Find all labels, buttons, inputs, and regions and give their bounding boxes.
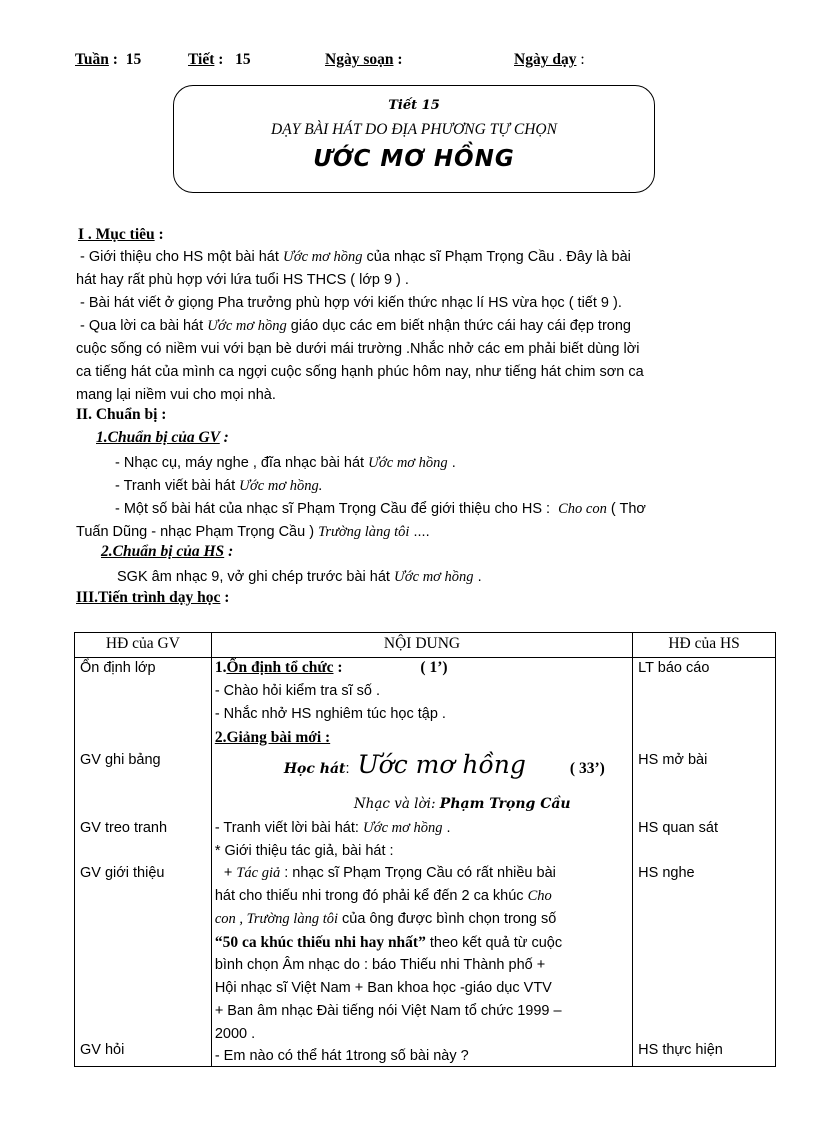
header-hs: HĐ của HS — [633, 633, 776, 658]
header-noi-dung: NỘI DUNG — [211, 633, 632, 658]
tuan-value: 15 — [125, 51, 142, 68]
hs-cell-5: HS thực hiện — [638, 1042, 723, 1058]
objective-line-2: hát hay rất phù hợp với lứa tuổi HS THCS ( lớp 9 ) . — [76, 272, 409, 288]
on-dinh-time: ( 1’) — [420, 659, 448, 676]
ngay-soan-label: Ngày soạn — [325, 51, 394, 68]
gv-column — [75, 658, 212, 1067]
section-3-heading: III.Tiến trình dạy học : — [76, 589, 230, 606]
tac-gia-line-5: bình chọn Âm nhạc do : báo Thiếu nhi Thành phố + — [214, 957, 546, 973]
table-row — [75, 658, 776, 1067]
table-header-row — [75, 633, 776, 658]
gv-cell-1: Ổn định lớp — [80, 660, 156, 676]
gv-cell-4: GV giới thiệu — [80, 865, 165, 881]
tac-gia-line-7: + Ban âm nhạc Đài tiếng nói Việt Nam tổ chức 1999 – — [214, 1003, 562, 1019]
gv-prep-2: - Tranh viết bài hát Ước mơ hồng. — [115, 478, 323, 494]
header-ngay-day: Ngày dạy : — [514, 51, 585, 68]
header-gv: HĐ của GV — [75, 633, 212, 658]
gv-cell-3: GV treo tranh — [80, 820, 168, 836]
song-title: ƯỚC MƠ HỒNG — [313, 146, 515, 172]
on-dinh-2: - Nhắc nhở HS nghiêm túc học tập . — [214, 706, 446, 722]
gv-prep-1: - Nhạc cụ, máy nghe , đĩa nhạc bài hát Ước mơ hồng . — [115, 455, 456, 471]
header-tuan: Tuần : 15 — [75, 51, 142, 68]
hoc-hat-line: Học hát: Ước mơ hồng ( 33’) — [283, 750, 605, 779]
on-dinh-heading: 1.Ổn định tổ chức : ( 1’) — [214, 659, 448, 676]
objective-line-4: - Qua lời ca bài hát Ước mơ hồng giáo dục các em biết nhận thức cái hay cái đẹp trong — [80, 318, 631, 334]
gv-prep-3: - Một số bài hát của nhạc sĩ Phạm Trọng Cầu để giới thiệu cho HS : Cho con ( Thơ — [115, 501, 646, 517]
gv-cell-2: GV ghi bảng — [80, 752, 161, 768]
lesson-subtitle: DẠY BÀI HÁT DO ĐỊA PHƯƠNG TỰ CHỌN — [271, 121, 557, 138]
gv-prep-4: Tuấn Dũng - nhạc Phạm Trọng Cầu ) Trường làng tôi .... — [76, 524, 430, 540]
tac-gia-line-4: “50 ca khúc thiếu nhi hay nhất” theo kết quả từ cuộc — [214, 934, 563, 951]
objective-line-1: - Giới thiệu cho HS một bài hát Ước mơ hồng của nhạc sĩ Phạm Trọng Cầu . Đây là bài — [80, 249, 631, 265]
objective-line-7: mang lại niềm vui cho mọi nhà. — [76, 387, 276, 403]
tac-gia-line-6: Hội nhạc sĩ Việt Nam + Ban khoa học -giáo dục VTV — [214, 980, 552, 996]
hs-prep-1: SGK âm nhạc 9, vở ghi chép trước bài hát Ước mơ hồng . — [117, 569, 482, 585]
tac-gia-line-1: + Tác giả : nhạc sĩ Phạm Trọng Cầu có rất nhiều bài — [223, 865, 556, 881]
lesson-number: Tiết 15 — [388, 98, 440, 113]
lesson-table — [74, 632, 776, 1067]
title-box — [173, 85, 655, 193]
hoc-hat-song: Ước mơ hồng — [357, 750, 526, 779]
gioi-thieu-line: * Giới thiệu tác giả, bài hát : — [214, 843, 394, 859]
tuan-label: Tuần — [75, 51, 109, 68]
hoc-hat-time: ( 33’) — [569, 760, 605, 777]
hoc-hat-label: Học hát — [283, 761, 346, 777]
hs-cell-1: LT báo cáo — [638, 660, 710, 676]
tac-gia-line: Nhạc và lời: Phạm Trọng Cầu — [353, 796, 571, 812]
tiet-label: Tiết — [188, 51, 215, 68]
on-dinh-1: - Chào hỏi kiểm tra sĩ số . — [214, 683, 381, 699]
tac-gia-line-3: con , Trường làng tôi của ông được bình chọn trong số — [214, 911, 557, 927]
section-1-heading: I . Mục tiêu : — [78, 226, 164, 243]
ngay-day-label: Ngày dạy — [514, 51, 577, 68]
header-ngay-soan: Ngày soạn : — [325, 51, 403, 68]
hs-column — [633, 658, 776, 1067]
gv-prep-heading: 1.Chuẩn bị của GV : — [96, 429, 229, 446]
objective-line-3: - Bài hát viết ở giọng Pha trưởng phù hợp với kiến thức nhạc lí HS vừa học ( tiết 9 ). — [80, 295, 622, 311]
tac-gia-line-8: 2000 . — [214, 1026, 256, 1042]
objective-line-6: ca tiếng hát của mình ca ngợi cuộc sống hạnh phúc hôm nay, như tiếng hát chim sơn ca — [76, 364, 644, 380]
tiet-value: 15 — [235, 51, 251, 68]
hs-cell-4: HS nghe — [638, 865, 695, 881]
hs-cell-3: HS quan sát — [638, 820, 718, 836]
objective-line-5: cuộc sống có niềm vui với bạn bè dưới mái trường .Nhắc nhở các em phải biết dùng lời — [76, 341, 640, 357]
section-2-heading: II. Chuẩn bị : — [76, 406, 167, 423]
hoi-line: - Em nào có thể hát 1trong số bài này ? — [214, 1048, 469, 1064]
gv-cell-5: GV hỏi — [80, 1042, 125, 1058]
tac-gia-line-2: hát cho thiếu nhi trong đó phải kể đến 2 ca khúc Cho — [214, 888, 552, 904]
giang-bai-heading: 2.Giảng bài mới : — [214, 729, 331, 746]
header-tiet: Tiết : 15 — [188, 51, 251, 68]
hs-prep-heading: 2.Chuẩn bị của HS : — [101, 543, 234, 560]
noi-dung-column — [211, 658, 632, 1067]
tranh-line: - Tranh viết lời bài hát: Ước mơ hồng . — [214, 820, 451, 836]
hs-cell-2: HS mở bài — [638, 752, 708, 768]
